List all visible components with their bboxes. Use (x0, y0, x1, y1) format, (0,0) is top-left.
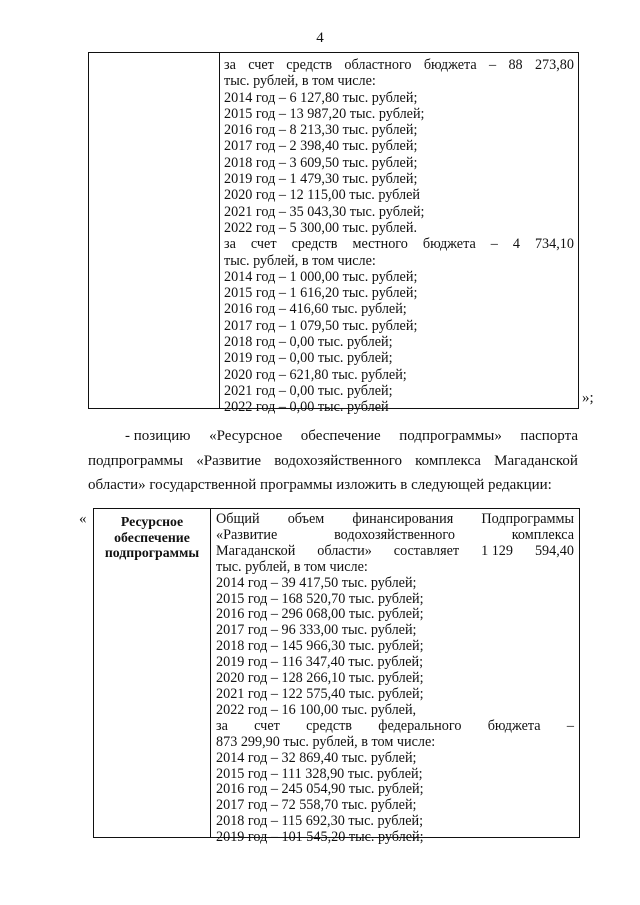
regional-line: 2018 год – 3 609,50 тыс. рублей; (224, 154, 418, 171)
regional-line: 2015 год – 13 987,20 тыс. рублей; (224, 105, 425, 122)
total-line: 2019 год – 116 347,40 тыс. рублей; (216, 654, 424, 671)
local-line: 2022 год – 0,00 тыс. рублей (224, 399, 389, 416)
funding-table-continued (88, 52, 579, 416)
regional-line: тыс. рублей, в том числе: (224, 73, 376, 90)
instruction-paragraph-line: области» государственной программы изложить в следующей редакции: (88, 477, 552, 493)
federal-line: 2014 год – 32 869,40 тыс. рублей; (216, 749, 417, 766)
local-budget-intro: за счет средств местного бюджета – 4 734,10 (224, 236, 574, 253)
total-line: 2021 год – 122 575,40 тыс. рублей; (216, 685, 424, 702)
total-line: тыс. рублей, в том числе: (216, 558, 368, 575)
total-funding-intro: «Развитие водохозяйственного комплекса (216, 526, 574, 543)
resource-provision-text (216, 512, 574, 846)
regional-line: 2017 год – 2 398,40 тыс. рублей; (224, 138, 418, 155)
regional-line: 2019 год – 1 479,30 тыс. рублей; (224, 171, 418, 188)
page-number: 4 (316, 30, 324, 46)
instruction-paragraph-line: подпрограммы «Развитие водохозяйственного комплекса Магаданской (88, 453, 578, 469)
federal-budget-intro: за счет средств федерального бюджета – (216, 717, 574, 734)
regional-line: 2016 год – 8 213,30 тыс. рублей; (224, 122, 418, 139)
total-line: 2015 год – 168 520,70 тыс. рублей; (216, 590, 424, 607)
regional-line: 2021 год – 35 043,30 тыс. рублей; (224, 203, 425, 220)
closing-quote-mark: »; (582, 390, 594, 406)
local-line: 2018 год – 0,00 тыс. рублей; (224, 334, 393, 351)
federal-line: 2018 год – 115 692,30 тыс. рублей; (216, 813, 424, 830)
local-line: 2021 год – 0,00 тыс. рублей; (224, 382, 393, 399)
column-divider (219, 53, 220, 408)
total-line: 2016 год – 296 068,00 тыс. рублей; (216, 606, 424, 623)
federal-line: 2019 год – 101 545,20 тыс. рублей; (216, 829, 424, 846)
regional-line: 2020 год – 12 115,00 тыс. рублей (224, 187, 421, 204)
federal-line: 2017 год – 72 558,70 тыс. рублей; (216, 797, 417, 814)
total-line: 2017 год – 96 333,00 тыс. рублей; (216, 622, 417, 639)
total-funding-intro: Магаданской области» составляет 1 129 594,40 (216, 542, 574, 559)
federal-line: 2015 год – 111 328,90 тыс. рублей; (216, 765, 423, 782)
local-line: 2020 год – 621,80 тыс. рублей; (224, 366, 407, 383)
total-line: 2018 год – 145 966,30 тыс. рублей; (216, 638, 424, 655)
total-line: 2020 год – 128 266,10 тыс. рублей; (216, 670, 424, 687)
total-line: 2022 год – 16 100,00 тыс. рублей, (216, 701, 417, 718)
local-line: 2014 год – 1 000,00 тыс. рублей; (224, 268, 418, 285)
federal-line: 873 299,90 тыс. рублей, в том числе: (216, 733, 436, 750)
federal-line: 2016 год – 245 054,90 тыс. рублей; (216, 781, 424, 798)
total-funding-intro: Общий объем финансирования Подпрограммы (216, 511, 574, 527)
opening-quote-mark: « (79, 511, 87, 527)
resource-provision-table (93, 508, 580, 846)
instruction-paragraph-line: - позицию «Ресурсное обеспечение подпрограммы» паспорта (125, 428, 578, 444)
local-line: 2019 год – 0,00 тыс. рублей; (224, 350, 393, 367)
total-line: 2014 год – 39 417,50 тыс. рублей; (216, 574, 417, 591)
resource-provision-label: Ресурсное обеспечение подпрограммы (104, 514, 200, 560)
local-line: тыс. рублей, в том числе: (224, 252, 376, 269)
local-line: 2015 год – 1 616,20 тыс. рублей; (224, 285, 418, 302)
regional-line: 2014 год – 6 127,80 тыс. рублей; (224, 89, 418, 106)
column-divider (210, 509, 211, 837)
regional-line: 2022 год – 5 300,00 тыс. рублей. (224, 219, 417, 236)
local-line: 2017 год – 1 079,50 тыс. рублей; (224, 317, 418, 334)
funding-text-cell (224, 57, 574, 416)
regional-budget-intro: за счет средств областного бюджета – 88 273,80 (224, 57, 574, 73)
local-line: 2016 год – 416,60 тыс. рублей; (224, 301, 407, 318)
